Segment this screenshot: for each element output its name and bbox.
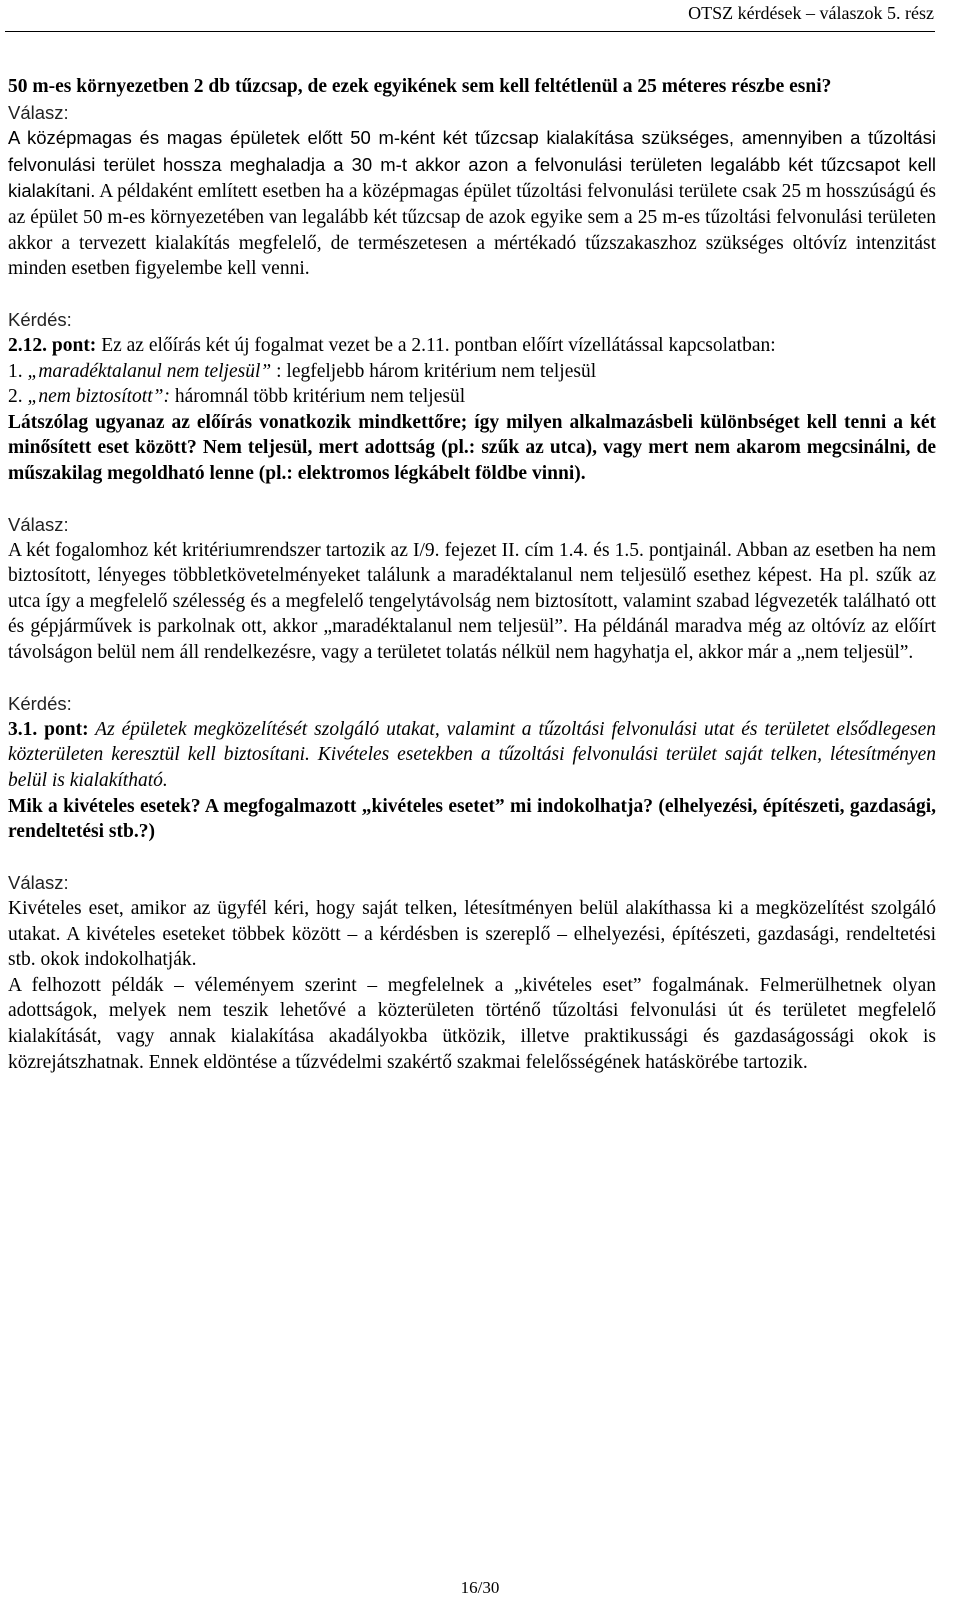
question-label: Kérdés: [8, 309, 72, 331]
answer-label: Válasz: [8, 514, 69, 536]
question-point [8, 717, 936, 794]
spacer [8, 666, 936, 692]
point-word: pont: [51, 334, 97, 356]
definition-term-2: „nem biztosított”: [27, 386, 170, 408]
answer-label: Válasz: [8, 872, 69, 894]
point-ref: 3.1. pont: [8, 718, 89, 740]
page-header: OTSZ kérdések – válaszok 5. rész [688, 3, 934, 23]
question-label: Kérdés: [8, 693, 72, 715]
answer-label: Válasz: [8, 101, 69, 123]
answer-text [8, 125, 936, 282]
answer-text-sans: A középmagas és magas épületek előtt 50 m-ként két tűzcsap kialakítása szükséges, amennyiben a tűzoltási felvonulási terület hossza meghaladja a 30 m-t akkor azon a felvonulási területen legalább két tűzcsapot kell kialakítani. [8, 127, 936, 202]
answer-text: A két fogalomhoz két kritériumrendszer tartozik az I/9. fejezet II. cím 1.4. és 1.5. pontjainál. Abban az esetben ha nem biztosított, lényeges többletkövetelményeket találunk a maradéktalanul nem teljesülő esethez képest. Ha pl. szűk az utca így a megfelelő szélesség és a megfelelő tengelytávolság nem biztosított, valamint szabad légvezeték található ott és gépjárművek is parkolnak ott, akkor „maradéktalanul nem teljesül”. Ha példánál maradva még az oltóvíz az előírt távolságon belül nem áll rendelkezésre, vagy a területet tolatás nélkül nem hagyhatja el, akkor már a „nem teljesül”. [8, 539, 936, 664]
answer-paragraph-1: Kivételes eset, amikor az ügyfél kéri, hogy saját telken, létesítményen belül alakíthassa ki a megközelítést szolgáló utakat. A kivételes eseteket többek között – a kérdésben is szereplő – elhelyezési, építészeti, gazdasági, rendeltetési stb. okok indokolhatják. [8, 898, 936, 971]
point-text: Ez az előírás két új fogalmat vezet be a 2.11. pontban előírt vízellátással kapcsolatban: [96, 334, 776, 356]
definition-term-1: „maradéktalanul nem teljesül” [27, 360, 272, 382]
page-number: 16/30 [460, 1578, 500, 1597]
question-text: Mik a kivételes esetek? A megfogalmazott „kivételes esetet” mi indokolhatja? (elhelyezési, építészeti, gazdasági, rendeltetési stb.?) [8, 795, 936, 843]
definition-item-1: 1. „maradéktalanul nem teljesül” : legfeljebb három kritérium nem teljesül [8, 360, 597, 382]
answer-text-serif: A példaként említett esetben ha a középmagas épület tűzoltási felvonulási területe csak 25 m hosszúságú és az épület 50 m-es környezetében van legalább két tűzcsap de azok egyike sem a 25 m-es tűzoltási felvonulási területen akkor a tervezett kialakítás megfelelő, de természetesen a mértékadó tűzszakaszhoz szükséges oltóvíz intenzitást minden esetben figyelembe kell venni. [8, 181, 936, 280]
question-continuation: 50 m-es környezetben 2 db tűzcsap, de ezek egyikének sem kell feltétlenül a 25 méteres részbe esni? [8, 76, 832, 97]
question-point [8, 333, 936, 359]
spacer [8, 282, 936, 308]
point-text: Az épületek megközelítését szolgáló utakat, valamint a tűzoltási felvonulási utat és területet elsődlegesen közterületen keresztül kell biztosítani. Kivételes esetekben a tűzoltási felvonulási terület saját telken, létesítményen belül is kialakítható. [8, 718, 936, 792]
answer-paragraph-2: A felhozott példák – véleményem szerint – megfelelnek a „kivételes eset” fogalmának. Felmerülhetnek olyan adottságok, melyek nem teszik lehetővé a közterületen történő tűzoltási felvonulási út és területet megfelelő kialakítását, vagy annak kialakítása akadályokba ütközik, illetve praktikussági és gazdaságossági okok is közrejátszhatnak. Ennek eldöntése a tűzvédelmi szakértő szakmai felelősségének hatáskörébe tartozik. [8, 974, 936, 1073]
definition-item-2: 2. „nem biztosított”: háromnál több kritérium nem teljesül [8, 386, 466, 408]
document-body [8, 74, 936, 1075]
header-divider [5, 31, 935, 32]
point-number: 2.12. [8, 334, 47, 356]
spacer [8, 487, 936, 513]
spacer [8, 845, 936, 871]
question-text: Látszólag ugyanaz az előírás vonatkozik mindkettőre; így milyen alkalmazásbeli különbséget kell tenni a két minősített eset között? Nem teljesül, mert adottság (pl.: szűk az utca), vagy mert nem akarom megcsinálni, de műszakilag megoldható lenne (pl.: elektromos légkábelt földbe vinni). [8, 411, 936, 484]
